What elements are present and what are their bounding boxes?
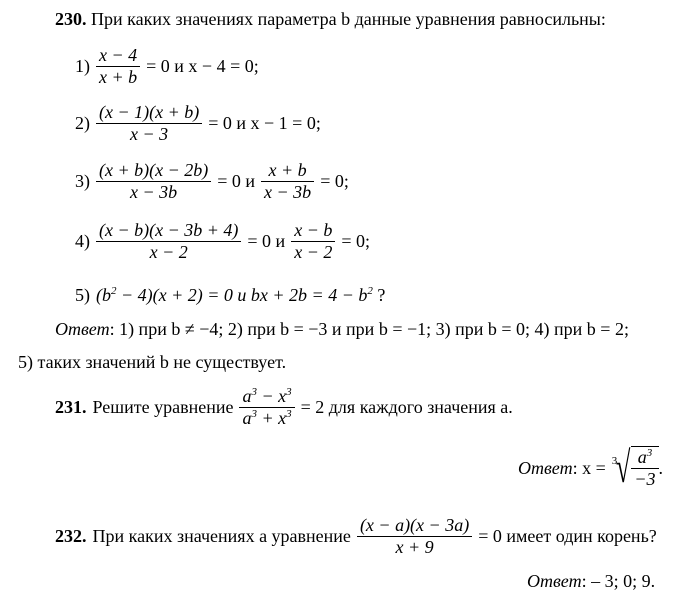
fraction-second: [261, 160, 314, 202]
item-label: 3): [75, 171, 90, 192]
problem-230-number: 230.: [55, 9, 87, 29]
num-x-exp: 3: [286, 386, 292, 398]
problem-232-tail: = 0 имеет один корень?: [478, 526, 657, 547]
fraction-numerator: x + b: [268, 160, 307, 180]
fraction-numerator: x − 4: [99, 45, 138, 65]
problem-232-heading: [55, 515, 657, 557]
problem-230-item-5: [75, 286, 385, 304]
answer-prefix: : x =: [572, 458, 606, 478]
answer-label: Ответ: [527, 571, 582, 591]
problem-231-heading: [55, 386, 513, 428]
item5-exp-b: 2: [367, 285, 373, 297]
item-conjunction: = 0 и: [247, 231, 286, 252]
root-index: 3: [611, 454, 618, 467]
den-a: a: [242, 407, 252, 428]
problem-231-answer: [518, 443, 664, 492]
item-label: 4): [75, 231, 90, 252]
fraction: [96, 102, 202, 144]
fraction: [96, 220, 241, 262]
fraction-denominator: x − 2: [291, 241, 335, 263]
problem-230-item-2: [75, 102, 321, 144]
problem-230-item-4: [75, 220, 370, 262]
fraction-second: [291, 220, 335, 262]
fraction-numerator: (x − 1)(x + b): [99, 102, 200, 122]
fraction-denominator: x − 3b: [261, 181, 314, 203]
item-label: 2): [75, 113, 90, 134]
problem-231-tail: = 2 для каждого значения a.: [300, 397, 513, 418]
num-a: a: [242, 386, 252, 406]
fraction: [239, 386, 294, 428]
num-a-exp: 3: [251, 386, 257, 398]
root-num-exp: 3: [646, 447, 653, 460]
answer-suffix: .: [658, 458, 664, 478]
radical-sign-icon: √: [616, 443, 631, 492]
fraction: [357, 515, 472, 557]
problem-231-number: 231.: [55, 397, 87, 418]
fraction-denominator: x − 2: [96, 241, 241, 263]
item5-part-a: (b: [96, 285, 111, 305]
problem-230-item-1: [75, 45, 259, 87]
problem-230-item-3: [75, 160, 349, 202]
fraction: [96, 160, 211, 202]
cube-root: [611, 443, 659, 492]
item5-exp-a: 2: [111, 285, 117, 297]
item-label: 1): [75, 56, 90, 77]
problem-230-heading: [55, 10, 606, 28]
fraction-denominator: x + 9: [357, 536, 472, 558]
item-conjunction: = 0 и: [217, 171, 256, 192]
fraction-numerator: (x − b)(x − 3b + 4): [99, 220, 239, 240]
answer-label: Ответ: [55, 319, 110, 339]
root-num: a: [637, 447, 647, 468]
answer-value: : – 3; 0; 9.: [581, 571, 656, 591]
item-label: 5): [75, 285, 90, 305]
problem-232-number: 232.: [55, 526, 87, 547]
fraction-numerator: (x − a)(x − 3a): [359, 515, 470, 535]
item-tail: = 0;: [320, 171, 349, 192]
item5-part-c: ?: [372, 285, 386, 305]
root-den: −3: [631, 468, 658, 490]
item-tail: = 0 и x − 1 = 0;: [208, 113, 321, 134]
fraction-denominator: x − 3: [96, 123, 202, 145]
problem-230-answer-line-1: [55, 320, 629, 338]
num-op: − x: [256, 386, 287, 406]
fraction-numerator: x − b: [294, 220, 333, 240]
problem-230-answer-line-2: 5) таких значений b не существует.: [18, 352, 287, 372]
fraction-denominator: x − 3b: [96, 181, 211, 203]
item-tail: = 0 и x − 4 = 0;: [146, 56, 259, 77]
answer-label: Ответ: [518, 458, 573, 478]
fraction-numerator: (x + b)(x − 2b): [99, 160, 209, 180]
den-x-exp: 3: [286, 407, 292, 420]
problem-230-question: При каких значениях параметра b данные уравнения равносильны:: [91, 9, 606, 29]
den-op: + x: [256, 407, 287, 428]
den-a-exp: 3: [251, 407, 257, 420]
item5-part-b: − 4)(x + 2) = 0 и bx + 2b = 4 − b: [116, 285, 368, 305]
problem-231-question: Решите уравнение: [92, 397, 234, 418]
fraction-denominator: x + b: [96, 66, 140, 88]
problem-232-answer: [527, 572, 655, 590]
item-tail: = 0;: [341, 231, 370, 252]
fraction: [96, 45, 140, 87]
answer-text: : 1) при b ≠ −4; 2) при b = −3 и при b = −1; 3) при b = 0; 4) при b = 2;: [109, 319, 629, 339]
problem-232-question: При каких значениях a уравнение: [92, 526, 351, 547]
root-fraction: [631, 447, 658, 489]
